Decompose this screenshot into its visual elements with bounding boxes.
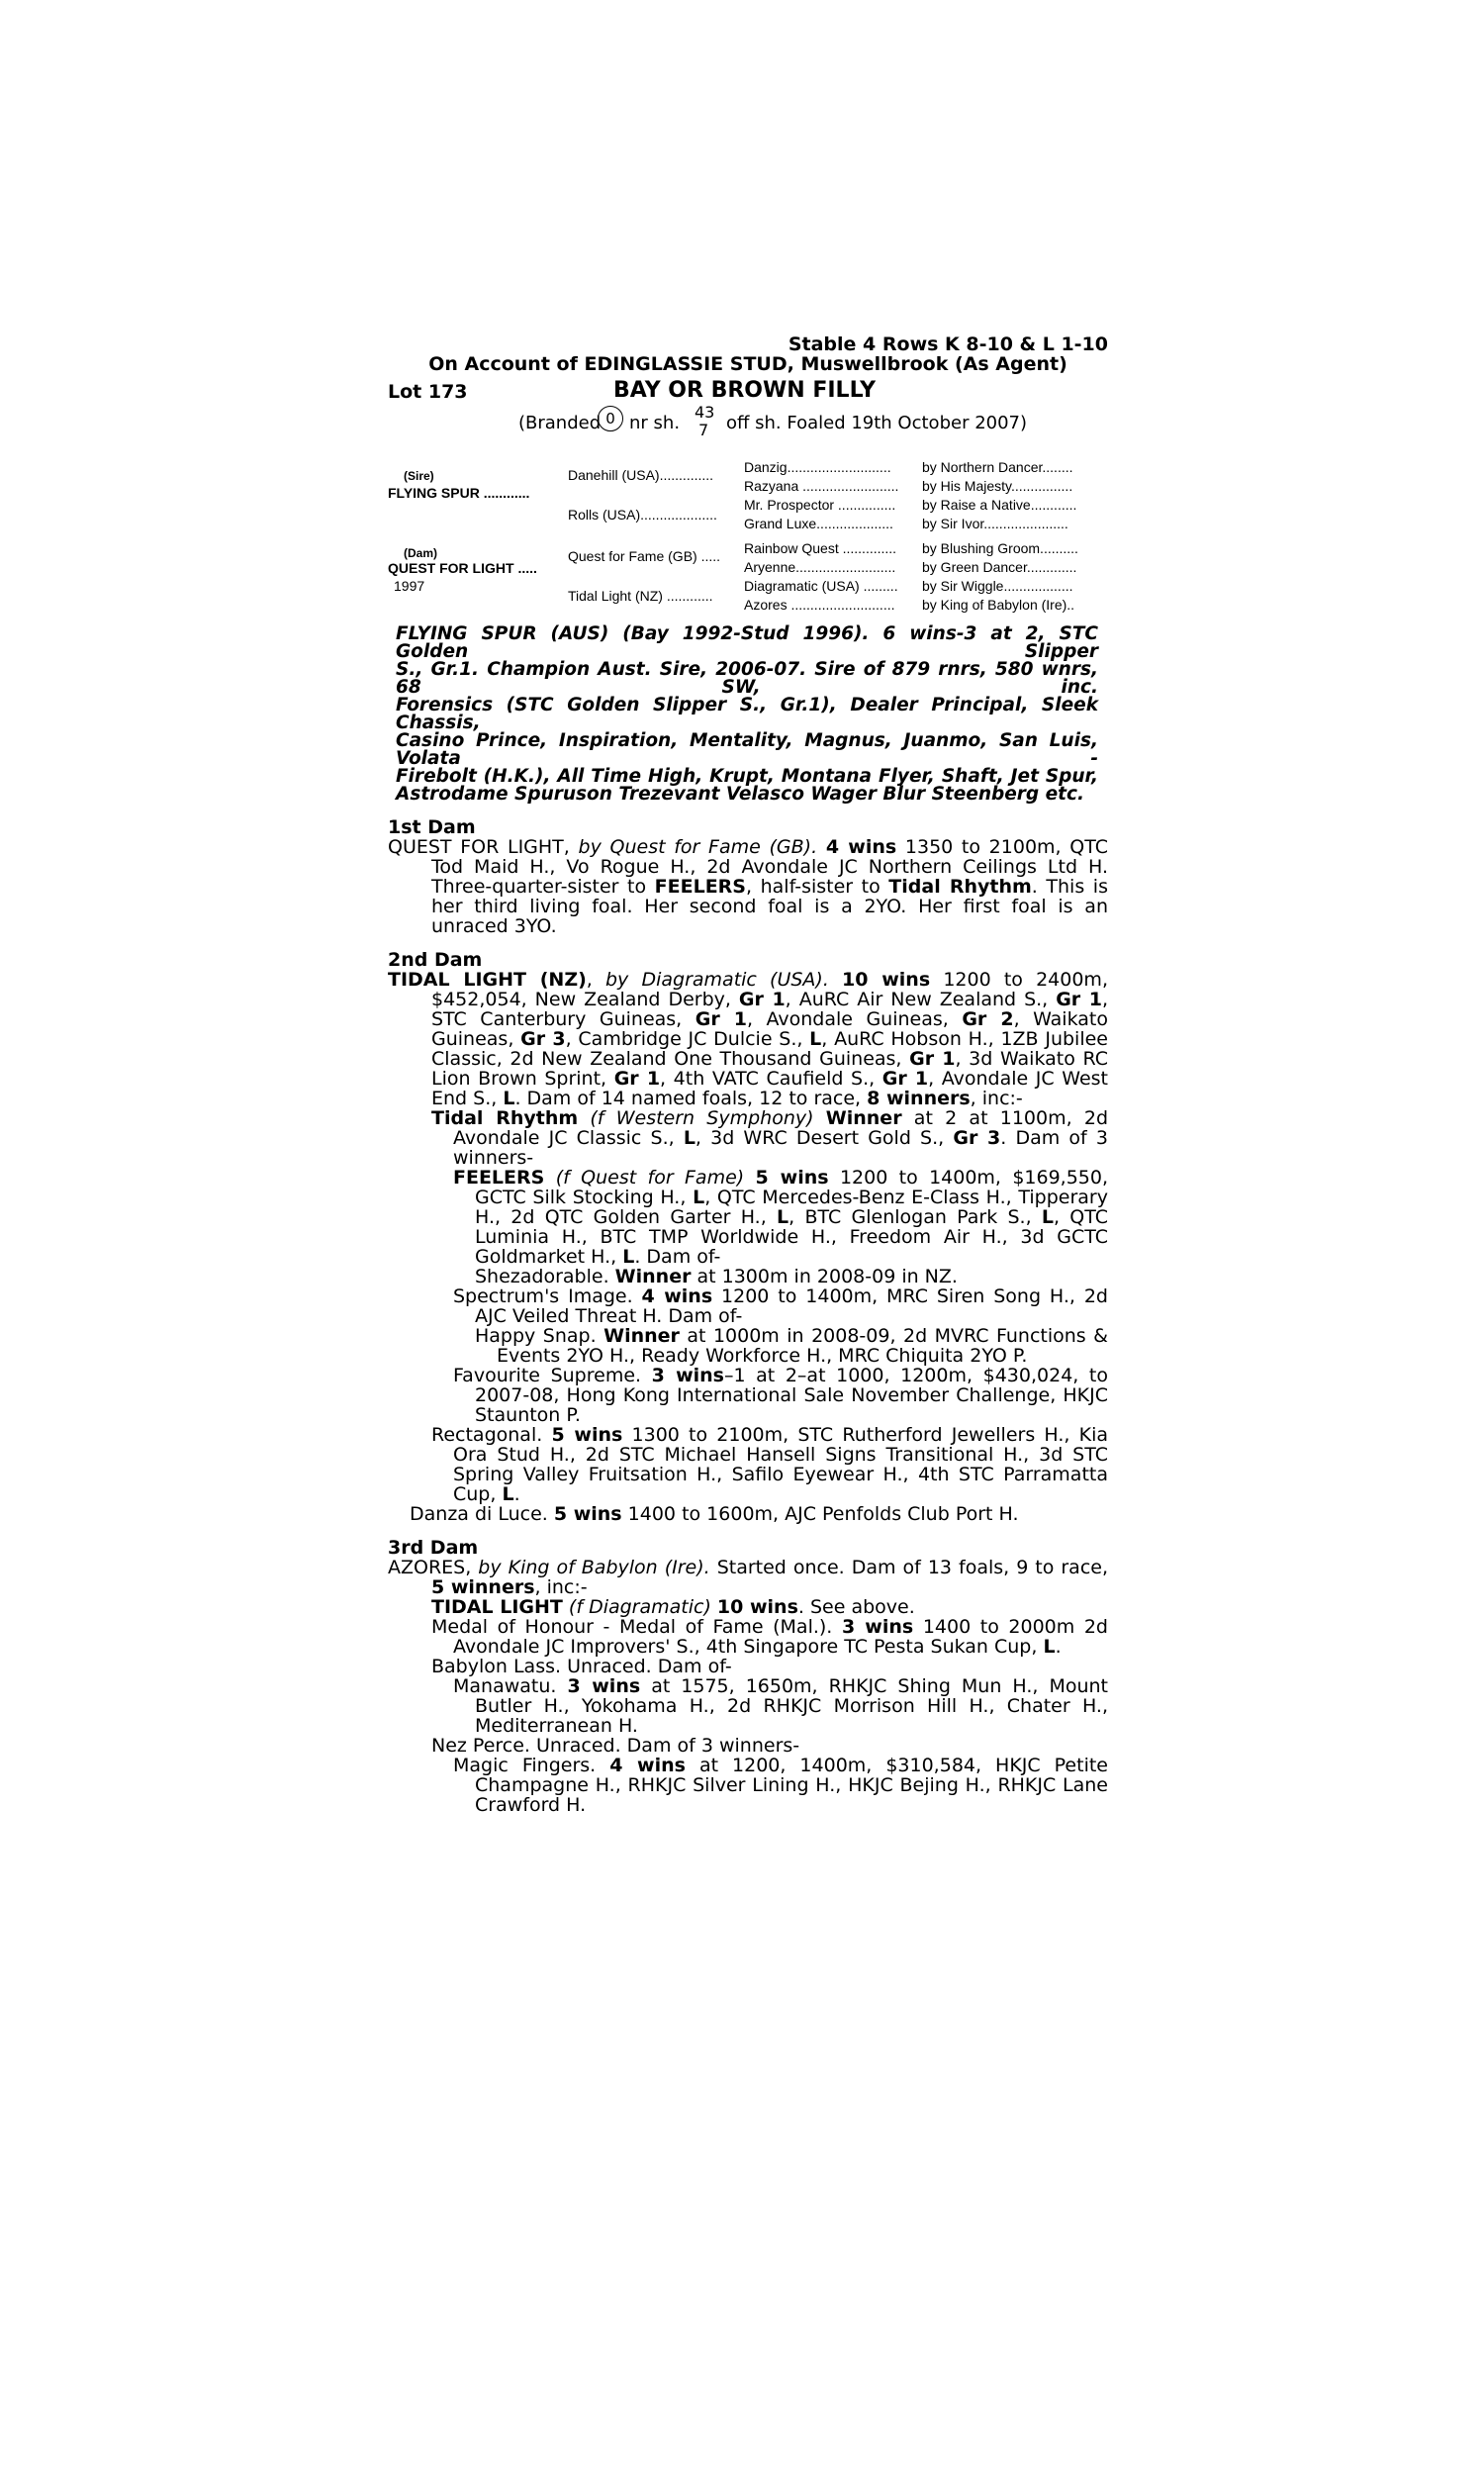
branded-rest: off sh. Foaled 19th October 2007)	[726, 413, 1028, 433]
progeny-entry-favourite-supreme: Favourite Supreme. 3 wins–1 at 2–at 1000, 1200m, $430,024, to 2007-08, Hong Kong International Sale November Challenge, HKJC Staunton P.	[453, 1365, 1108, 1426]
sire-summary-line: Astrodame Spuruson Trezevant Velasco Wager Blur Steenberg etc.	[396, 784, 1084, 805]
progeny-entry-happy-snap: Happy Snap. Winner at 1000m in 2008-09, 2d MVRC Functions & Events 2YO H., Ready Workforce H., MRC Chiquita 2YO P.	[475, 1325, 1108, 1367]
catalogue-page	[388, 334, 1108, 1815]
brand-line	[388, 404, 1108, 443]
dam-label: (Dam)	[404, 546, 438, 560]
pedigree-g4-5: by Blushing Groom..........	[922, 540, 1078, 556]
pedigree-g2-2: Rolls (USA)....................	[568, 507, 717, 523]
sire-summary-line: FLYING SPUR (AUS) (Bay 1992-Stud 1996). 6 wins-3 at 2, STC Golden Slipper	[396, 623, 1098, 662]
dam-name: QUEST FOR LIGHT .....	[388, 560, 537, 576]
pedigree-g3-1: Danzig...........................	[744, 459, 891, 475]
progeny-entry-nez-perce: Nez Perce. Unraced. Dam of 3 winners-	[431, 1735, 800, 1757]
sire-summary	[388, 625, 1098, 804]
progeny-entry-babylon-lass: Babylon Lass. Unraced. Dam of-	[431, 1656, 732, 1677]
progeny-entry-shezadorable: Shezadorable. Winner at 1300m in 2008-09 in NZ.	[475, 1266, 958, 1287]
progeny-entry-magic-fingers: Magic Fingers. 4 wins at 1200, 1400m, $310,584, HKJC Petite Champagne H., RHKJC Silver Lining H., HKJC Bejing H., RHKJC Lane Crawford H.	[453, 1755, 1108, 1816]
pedigree-g3-7: Diagramatic (USA) .........	[744, 578, 898, 594]
pedigree-g4-7: by Sir Wiggle..................	[922, 578, 1073, 594]
third-dam-heading: 3rd Dam	[388, 1537, 479, 1559]
sire-summary-line: S., Gr.1. Champion Aust. Sire, 2006-07. Sire of 879 rnrs, 580 wnrs, 68 SW, inc.	[396, 659, 1098, 698]
progeny-entry-tidal-rhythm: Tidal Rhythm (f Western Symphony) Winner at 2 at 1100m, 2d Avondale JC Classic S., L, 3d WRC Desert Gold S., Gr 3. Dam of 3 winners-	[431, 1107, 1109, 1169]
sire-name: FLYING SPUR ............	[388, 485, 530, 501]
pedigree-g3-6: Aryenne..........................	[744, 559, 896, 575]
pedigree-table	[388, 455, 1108, 612]
pedigree-g4-1: by Northern Dancer........	[922, 459, 1073, 475]
progeny-entry-rectagonal: Rectagonal. 5 wins 1300 to 2100m, STC Rutherford Jewellers H., Kia Ora Stud H., 2d STC Michael Hansell Signs Transitional H., 3d STC Spring Valley Fruitsation H., Safilo Eyewear H., 4th STC Parramatta Cup, L.	[431, 1424, 1108, 1505]
pedigree-g4-8: by King of Babylon (Ire)..	[922, 597, 1075, 613]
brand-fraction-top: 43	[695, 403, 715, 422]
progeny-entry-spectrums-image: Spectrum's Image. 4 wins 1200 to 1400m, MRC Siren Song H., 2d AJC Veiled Threat H. Dam of-	[453, 1285, 1108, 1327]
pedigree-g4-2: by His Majesty................	[922, 478, 1073, 494]
pedigree-g2-1: Danehill (USA)..............	[568, 467, 714, 483]
pedigree-g2-3: Quest for Fame (GB) .....	[568, 548, 721, 564]
lot-header	[388, 378, 1108, 404]
first-dam-entry: QUEST FOR LIGHT, by Quest for Fame (GB). 4 wins 1350 to 2100m, QTC Tod Maid H., Vo Rogue H., 2d Avondale JC Northern Ceilings Ltd H. Three-quarter-sister to FEELERS, half-sister to Tidal Rhythm. This is her third living foal. Her second foal is a 2YO. Her first foal is an unraced 3YO.	[388, 836, 1108, 937]
second-dam-heading: 2nd Dam	[388, 949, 483, 971]
brand-circle-mark: 0	[598, 406, 623, 431]
lot-number: Lot 173	[388, 381, 468, 403]
sire-summary-line: Casino Prince, Inspiration, Mentality, Magnus, Juanmo, San Luis, Volata -	[396, 730, 1098, 769]
sire-label: (Sire)	[404, 469, 434, 483]
pedigree-g3-3: Mr. Prospector ...............	[744, 497, 896, 513]
lot-title: BAY OR BROWN FILLY	[613, 378, 877, 403]
brand-fraction-bottom: 7	[698, 421, 709, 439]
dam-year: 1997	[394, 578, 425, 594]
pedigree-g3-5: Rainbow Quest ..............	[744, 540, 897, 556]
first-dam-heading: 1st Dam	[388, 816, 476, 838]
progeny-entry-danza-di-luce: Danza di Luce. 5 wins 1400 to 1600m, AJC Penfolds Club Port H.	[410, 1503, 1019, 1525]
branded-open: (Branded	[518, 413, 602, 433]
third-dam-entry: AZORES, by King of Babylon (Ire). Started once. Dam of 13 foals, 9 to race, 5 winners, inc:-	[388, 1557, 1109, 1598]
second-dam-entry: TIDAL LIGHT (NZ), by Diagramatic (USA). 10 wins 1200 to 2400m, $452,054, New Zealand Derby, Gr 1, AuRC Air New Zealand S., Gr 1, STC Canterbury Guineas, Gr 1, Avondale Guineas, Gr 2, Waikato Guineas, Gr 3, Cambridge JC Dulcie S., L, AuRC Hobson H., 1ZB Jubilee Classic, 2d New Zealand One Thousand Guineas, Gr 1, 3d Waikato RC Lion Brown Sprint, Gr 1, 4th VATC Caufield S., Gr 1, Avondale JC West End S., L. Dam of 14 named foals, 12 to race, 8 winners, inc:-	[388, 969, 1108, 1109]
pedigree-g3-2: Razyana .........................	[744, 478, 899, 494]
pedigree-g4-4: by Sir Ivor......................	[922, 516, 1068, 531]
vendor-account: On Account of EDINGLASSIE STUD, Muswellbrook (As Agent)	[428, 353, 1067, 375]
progeny-entry-manawatu: Manawatu. 3 wins at 1575, 1650m, RHKJC Shing Mun H., Mount Butler H., Yokohama H., 2d RHKJC Morrison Hill H., Chater H., Mediterranean H.	[453, 1675, 1108, 1737]
progeny-entry-feelers: FEELERS (f Quest for Fame) 5 wins 1200 to 1400m, $169,550, GCTC Silk Stocking H., L, QTC Mercedes-Benz E-Class H., Tipperary H., 2d QTC Golden Garter H., L, BTC Glenlogan Park S., L, QTC Luminia H., BTC TMP Worldwide H., Freedom Air H., 3d GCTC Goldmarket H., L. Dam of-	[453, 1167, 1109, 1268]
pedigree-g3-8: Azores ...........................	[744, 597, 895, 613]
pedigree-g4-6: by Green Dancer.............	[922, 559, 1077, 575]
stable-location: Stable 4 Rows K 8-10 & L 1-10	[788, 333, 1108, 355]
pedigree-g3-4: Grand Luxe....................	[744, 516, 893, 531]
pedigree-g2-4: Tidal Light (NZ) ............	[568, 588, 713, 604]
pedigree-g4-3: by Raise a Native............	[922, 497, 1077, 513]
branded-nr: nr sh.	[629, 413, 681, 433]
progeny-entry-medal-of-honour: Medal of Honour - Medal of Fame (Mal.). 3 wins 1400 to 2000m 2d Avondale JC Improvers' S., 4th Singapore TC Pesta Sukan Cup, L.	[431, 1616, 1108, 1658]
sire-summary-line: Firebolt (H.K.), All Time High, Krupt, Montana Flyer, Shaft, Jet Spur,	[396, 766, 1098, 787]
sire-summary-line: Forensics (STC Golden Slipper S., Gr.1), Dealer Principal, Sleek Chassis,	[396, 695, 1098, 733]
progeny-entry-tidal-light: TIDAL LIGHT (f Diagramatic) 10 wins. See above.	[431, 1596, 915, 1618]
